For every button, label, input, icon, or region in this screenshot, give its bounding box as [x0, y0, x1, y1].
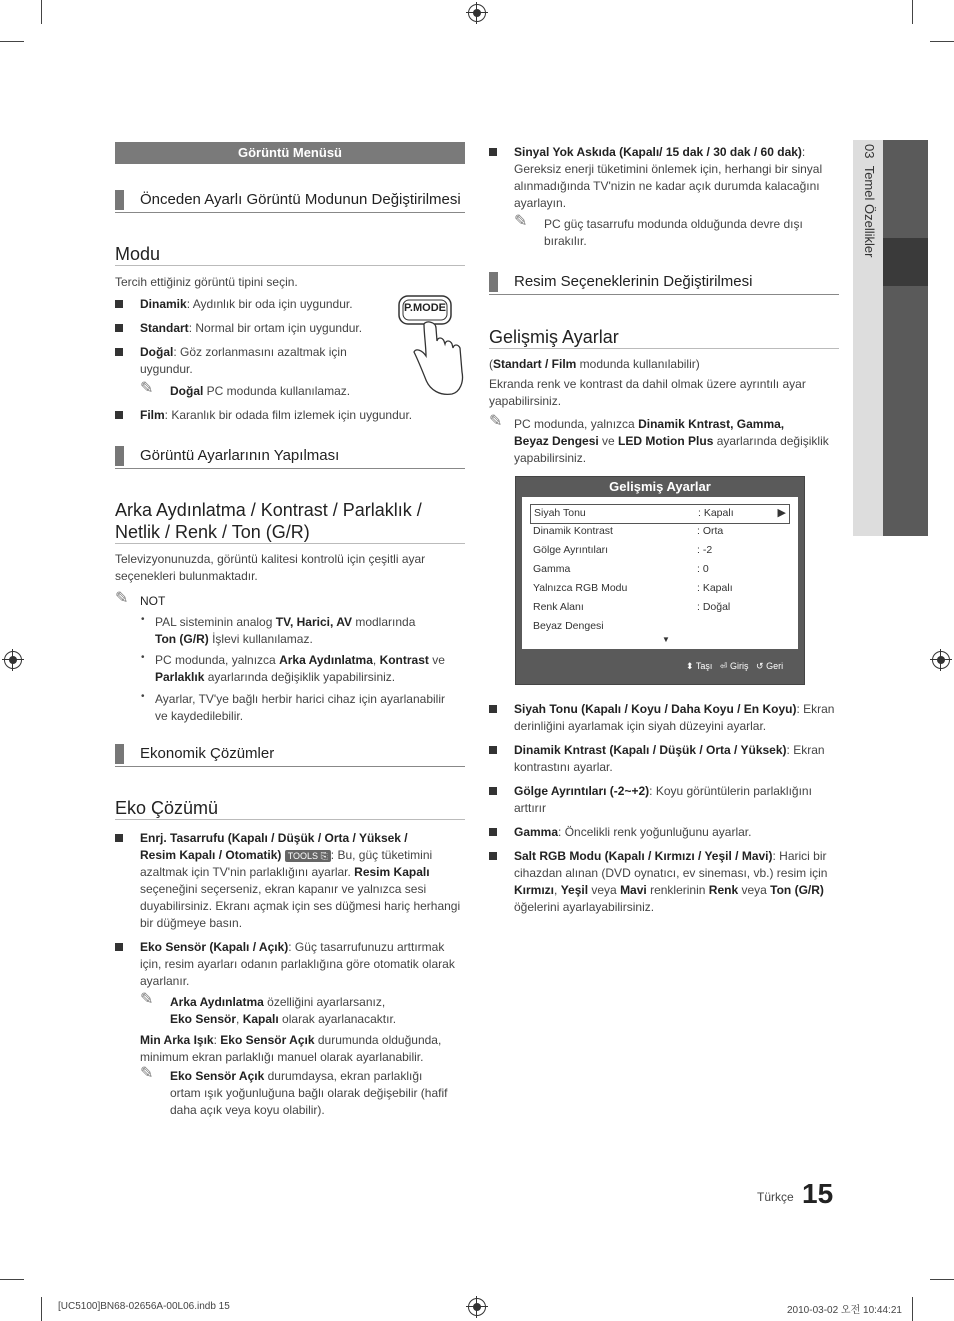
- section-subhead: [115, 190, 465, 213]
- modu-item: Dinamik: Aydınlık bir oda için uygundur.: [140, 297, 353, 311]
- enter-icon: ⏎: [719, 661, 728, 671]
- bullet-square: [115, 300, 123, 308]
- section-subhead: [115, 446, 465, 469]
- bullet-square: [489, 852, 497, 860]
- modu-item: Doğal: Göz zorlanmasını azaltmak için uygundur.: [140, 345, 347, 376]
- crop-mark: [41, 1297, 42, 1321]
- scroll-down-icon[interactable]: ▼: [662, 635, 670, 644]
- bullet-square: [115, 834, 123, 842]
- chapter-side-tab-marker: [883, 238, 928, 286]
- crop-mark: [0, 41, 24, 42]
- osd-row-selected[interactable]: Siyah Tonu : Kapalı ▶: [530, 504, 790, 524]
- modu-note: Doğal PC modunda kullanılamaz.: [170, 384, 351, 398]
- sinyal-note: PC güç tasarrufu modunda olduğunda devre dışı bırakılır.: [544, 217, 803, 248]
- gelismis-item: Dinamik Kntrast (Kapalı / Düşük / Orta / Yüksek): Ekran kontrastını ayarlar.: [514, 743, 825, 774]
- osd-menu-screenshot: [515, 476, 805, 685]
- osd-row[interactable]: Yalnızca RGB Modu : Kapalı: [533, 582, 733, 594]
- bullet-square: [115, 411, 123, 419]
- osd-row[interactable]: Beyaz Dengesi: [533, 620, 604, 632]
- gelismis-note: PC modunda, yalnızca Dinamik Kntrast, Gamma, Beyaz Dengesi ve LED Motion Plus ayarlarında değişiklik yapabilirsiniz.: [514, 417, 829, 465]
- bullet-dot: •: [141, 614, 145, 625]
- osd-row[interactable]: Renk Alanı : Doğal: [533, 601, 731, 613]
- arka-note-item: PAL sisteminin analog TV, Harici, AV modlarında Ton (G/R) İşlevi kullanılamaz.: [155, 615, 416, 646]
- gelismis-availability: (Standart / Film modunda kullanılabilir): [489, 357, 700, 371]
- modu-item: Standart: Normal bir ortam için uygundur.: [140, 321, 363, 335]
- bullet-square: [115, 943, 123, 951]
- section-subhead: [115, 744, 465, 767]
- gelismis-intro: Ekranda renk ve kontrast da dahil olmak üzere ayrıntılı ayar yapabilirsiniz.: [489, 377, 806, 408]
- arka-note-item: PC modunda, yalnızca Arka Aydınlatma, Kontrast ve Parlaklık ayarlarında değişiklik yapabilirsiniz.: [155, 653, 445, 684]
- section-subhead: [489, 272, 839, 295]
- note-pencil-icon: ✎: [115, 590, 129, 607]
- eko-min-backlight: Min Arka Işık: Eko Sensör Açık durumunda olduğunda, minimum ekran parlaklığı manuel olarak ayarlanabilir.: [140, 1033, 442, 1064]
- page-number: 15: [802, 1178, 834, 1209]
- osd-body: [522, 497, 798, 649]
- footer-date: 2010-03-02 오전 10:44:21: [787, 1305, 902, 1316]
- gelismis-item: Siyah Tonu (Kapalı / Koyu / Daha Koyu / En Koyu): Ekran derinliğini ayarlamak için siyah düzeyini ayarlar.: [514, 702, 835, 733]
- modu-item: Film: Karanlık bir odada film izlemek için uygundur.: [140, 408, 413, 422]
- arka-intro: Televizyonunuzda, görüntü kalitesi kontrolü için çeşitli ayar seçenekleri bulunmaktadır.: [115, 552, 426, 583]
- bullet-square: [489, 828, 497, 836]
- note-pencil-icon: ✎: [140, 991, 154, 1008]
- menu-bar: Görüntü Menüsü: [115, 142, 465, 164]
- bullet-dot: •: [141, 691, 145, 702]
- subhead-text: Görüntü Ayarlarının Yapılması: [140, 447, 340, 464]
- arka-heading: Arka Aydınlatma / Kontrast / Parlaklık / Netlik / Renk / Ton (G/R): [115, 499, 465, 544]
- registration-mark-icon: [932, 651, 950, 669]
- crop-mark: [912, 0, 913, 24]
- subhead-text: Resim Seçeneklerinin Değiştirilmesi: [514, 273, 753, 290]
- pmode-button: P.MODE: [404, 302, 446, 314]
- gelismis-heading: Gelişmiş Ayarlar: [489, 326, 839, 349]
- osd-row[interactable]: Dinamik Kontrast : Orta: [533, 525, 724, 537]
- chapter-title: Temel Özellikler: [862, 165, 877, 258]
- eko-item: Enrj. Tasarrufu (Kapalı / Düşük / Orta / Yüksek / Resim Kapalı / Otomatik) TOOLS ⎘ : Bu, güç tüketimini azaltmak için TV'nin parlaklığını ayarlar. Resim Kapalı seçeneğini seçerseniz, ekran kapanır ve yalnızca sesi duyabilirsiniz. Ekranı açmak için ses düğmesi hariç herhangi bir düğmeye basın.: [140, 831, 461, 930]
- crop-mark: [0, 1279, 24, 1280]
- crop-mark: [930, 1279, 954, 1280]
- move-arrows-icon: ⬍: [686, 661, 694, 671]
- registration-mark-icon: [468, 4, 486, 22]
- chapter-label: [862, 144, 877, 257]
- osd-row[interactable]: Gölge Ayrıntıları : -2: [533, 544, 713, 556]
- note-pencil-icon: ✎: [514, 213, 528, 230]
- bullet-square: [489, 787, 497, 795]
- eko-item: Eko Sensör (Kapalı / Açık): Güç tasarrufunuzu arttırmak için, resim ayarları odanın parlaklığına göre otomatik olarak ayarlanır.: [140, 940, 455, 988]
- bullet-square: [489, 705, 497, 713]
- bullet-square: [489, 746, 497, 754]
- bullet-square: [489, 148, 497, 156]
- chapter-number: 03: [862, 144, 877, 159]
- footer-file-info: [UC5100]BN68-02656A-00L06.indb 15: [58, 1301, 230, 1312]
- bullet-dot: •: [141, 652, 145, 663]
- eko-note: Eko Sensör Açık durumdaysa, ekran parlaklığı ortam ışık yoğunluğuna bağlı olarak değişebilir (hafif daha açık veya koyu olabilir).: [170, 1069, 448, 1117]
- modu-heading: Modu: [115, 243, 465, 266]
- gelismis-item: Gölge Ayrıntıları (-2~+2): Koyu görüntülerin parlaklığını arttırır: [514, 784, 812, 815]
- note-pencil-icon: ✎: [140, 1065, 154, 1082]
- osd-title: Gelişmiş Ayarlar: [609, 479, 711, 494]
- osd-footer: ⬍ Taşı ⏎ Giriş ↺ Geri: [686, 661, 784, 671]
- sinyal-item: Sinyal Yok Askıda (Kapalı/ 15 dak / 30 dak / 60 dak): Gereksiz enerji tüketimini önlemek için, herhangi bir sinyal alınmadığında TV'nizin ne kadar açık durumda kalacağını ayarlayın.: [514, 145, 823, 210]
- crop-mark: [41, 0, 42, 24]
- osd-row[interactable]: Gamma : 0: [533, 563, 709, 575]
- page-language: Türkçe: [757, 1190, 794, 1204]
- note-pencil-icon: ✎: [489, 413, 503, 430]
- crop-mark: [912, 1297, 913, 1321]
- bullet-square: [115, 324, 123, 332]
- eko-note: Arka Aydınlatma özelliğini ayarlarsanız, Eko Sensör, Kapalı olarak ayarlanacaktır.: [170, 995, 397, 1026]
- eko-heading: Eko Çözümü: [115, 797, 465, 820]
- bullet-square: [115, 348, 123, 356]
- arka-note-item: Ayarlar, TV'ye bağlı herbir harici cihaz için ayarlanabilir ve kaydedilebilir.: [155, 692, 445, 723]
- modu-intro: Tercih ettiğiniz görüntü tipini seçin.: [115, 275, 298, 289]
- not-label: NOT: [140, 594, 166, 608]
- subhead-text: Önceden Ayarlı Görüntü Modunun Değiştirilmesi: [140, 191, 461, 208]
- gelismis-item: Salt RGB Modu (Kapalı / Kırmızı / Yeşil / Mavi): Harici bir cihazdan alınan (DVD oynatıcı, ev sineması, vb.) resim için Kırmızı, Yeşil veya Mavi renklerinin Renk veya Ton (G/R) öğelerini ayarlayabilirsiniz.: [514, 849, 828, 914]
- tools-button-icon: TOOLS ⎘: [285, 850, 331, 862]
- note-pencil-icon: ✎: [140, 380, 154, 397]
- registration-mark-icon: [4, 651, 22, 669]
- pmode-remote-illustration: [396, 294, 466, 398]
- subhead-text: Ekonomik Çözümler: [140, 745, 275, 762]
- chapter-side-tab-dark: [883, 140, 928, 536]
- registration-mark-icon: [468, 1298, 486, 1316]
- gelismis-item: Gamma: Öncelikli renk yoğunluğunu ayarlar.: [514, 825, 752, 839]
- return-icon: ↺: [756, 661, 764, 671]
- arrow-right-icon: ▶: [777, 507, 786, 519]
- crop-mark: [930, 41, 954, 42]
